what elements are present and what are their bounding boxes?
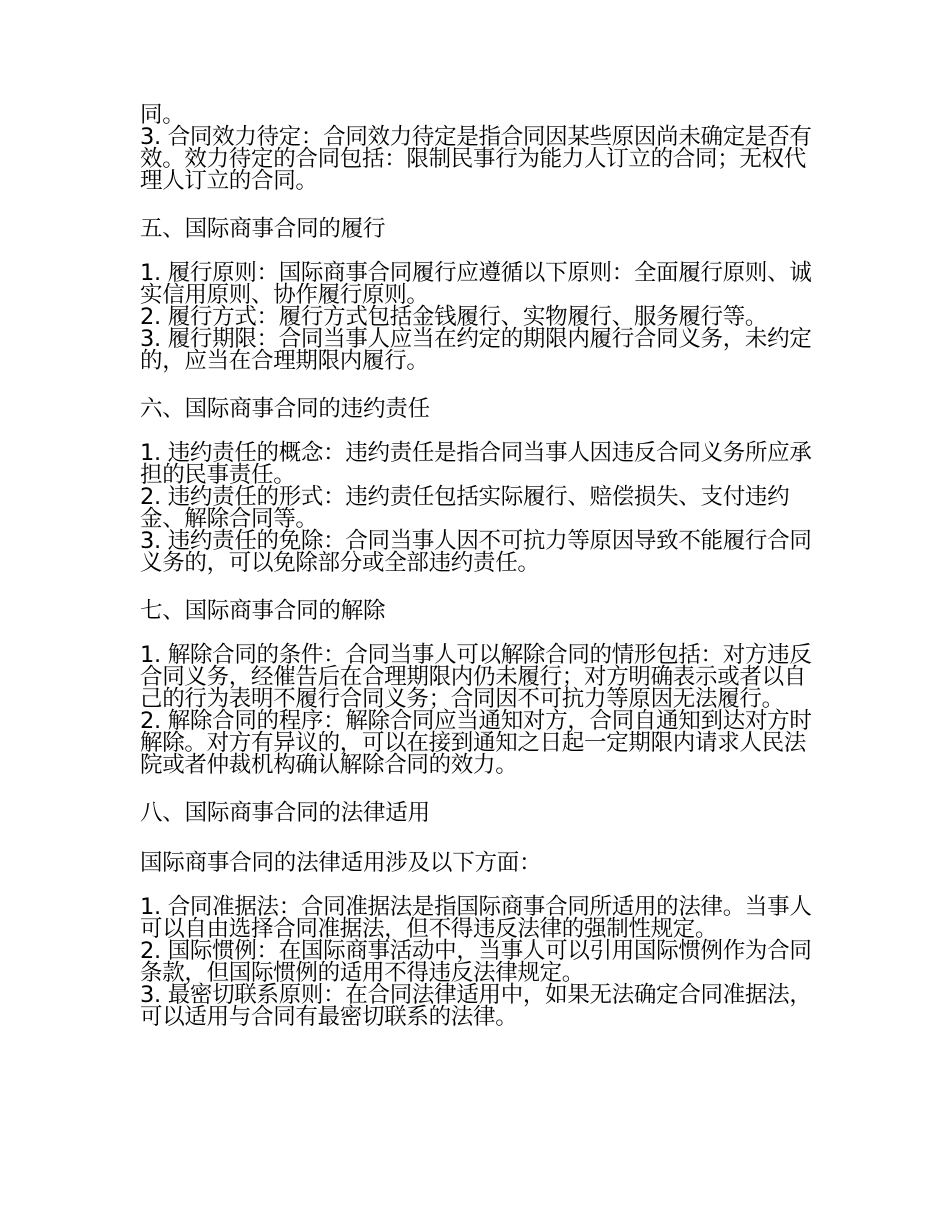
list-item: 2. 违约责任的形式：违约责任包括实际履行、赔偿损失、支付违约金、解除合同等。 (140, 484, 790, 532)
list-item: 1. 履行原则：国际商事合同履行应遵循以下原则：全面履行原则、诚实信用原则、协作履行原则。 (140, 260, 812, 308)
list-item: 2. 履行方式：履行方式包括金钱履行、实物履行、服务履行等。 (140, 304, 768, 330)
list-item: 3. 违约责任的免除：合同当事人因不可抗力等原因导致不能履行合同义务的，可以免除部分或全部违约责任。 (140, 528, 812, 576)
list-item: 3. 最密切联系原则：在合同法律适用中，如果无法确定合同准据法，可以适用与合同有最密切联系的法律。 (140, 982, 812, 1030)
document-page (140, 104, 820, 1028)
section-body-6 (140, 442, 820, 574)
section-body-7 (140, 644, 820, 776)
continuation-text: 同。 (140, 102, 185, 128)
list-item: 1. 合同准据法：合同准据法是指国际商事合同所适用的法律。当事人可以自由选择合同准据法，但不得违反法律的强制性规定。 (140, 894, 812, 942)
section-heading-7: 七、国际商事合同的解除 (140, 598, 386, 624)
continuation-block (140, 104, 820, 192)
list-item: 2. 解除合同的程序：解除合同应当通知对方，合同自通知到达对方时解除。对方有异议的，可以在接到通知之日起一定期限内请求人民法院或者仲裁机构确认解除合同的效力。 (140, 708, 812, 778)
list-item: 1. 解除合同的条件：合同当事人可以解除合同的情形包括：对方违反合同义务，经催告后在合理期限内仍未履行；对方明确表示或者以自己的行为表明不履行合同义务；合同因不可抗力等原因无法履行。 (140, 642, 812, 712)
section-heading-8: 八、国际商事合同的法律适用 (140, 800, 430, 826)
section-heading-5: 五、国际商事合同的履行 (140, 216, 386, 242)
section-heading-6: 六、国际商事合同的违约责任 (140, 396, 430, 422)
list-item: 1. 违约责任的概念：违约责任是指合同当事人因违反合同义务所应承担的民事责任。 (140, 440, 812, 488)
section-intro-8: 国际商事合同的法律适用涉及以下方面： (140, 850, 542, 876)
list-item: 2. 国际惯例：在国际商事活动中，当事人可以引用国际惯例作为合同条款，但国际惯例的适用不得违反法律规定。 (140, 938, 812, 986)
list-item: 3. 履行期限：合同当事人应当在约定的期限内履行合同义务，未约定的，应当在合理期限内履行。 (140, 326, 812, 374)
section-body-5 (140, 262, 820, 372)
list-item: 3. 合同效力待定：合同效力待定是指合同因某些原因尚未确定是否有效。效力待定的合同包括：限制民事行为能力人订立的合同；无权代理人订立的合同。 (140, 124, 812, 194)
section-body-8 (140, 896, 820, 1028)
